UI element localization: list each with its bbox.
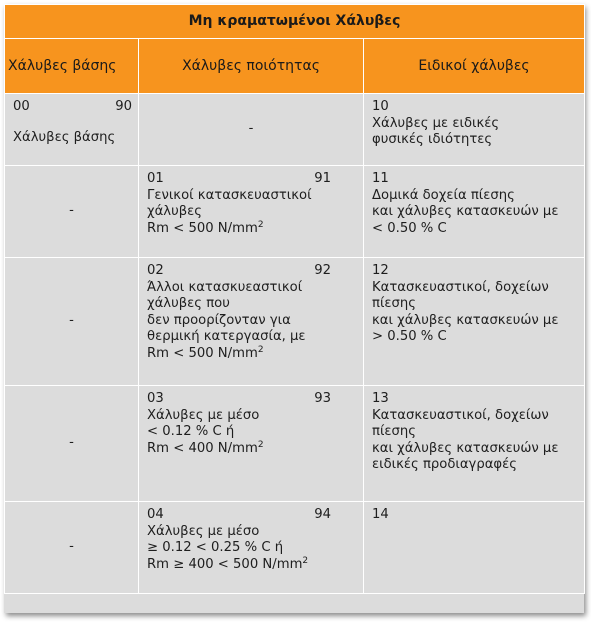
special-text: ειδικές προδιαγραφές (372, 457, 517, 472)
cell-special-14 (364, 502, 585, 594)
rm-text: Rm < 400 N/mm (147, 440, 258, 456)
special-code-14: 14 (372, 507, 389, 522)
special-text: < 0.50 % C (372, 220, 447, 236)
quality-text: δεν προορίζονταν για (147, 312, 291, 328)
quality-code-92: 92 (314, 263, 331, 278)
cell-base-empty: - (5, 166, 139, 258)
quality-code-94: 94 (314, 507, 331, 522)
header-base-steels: Χάλυβες βάσης (5, 39, 139, 94)
quality-rm (147, 557, 357, 574)
special-text: Χάλυβες με ειδικές (372, 115, 500, 131)
quality-rm (147, 221, 357, 238)
quality-text: Χάλυβες με μέσο (147, 407, 260, 423)
table-header-row (5, 39, 585, 94)
cell-quality-empty: - (139, 94, 364, 166)
base-code-90: 90 (115, 99, 132, 114)
special-code-13: 13 (372, 391, 389, 406)
quality-text: χάλυβες που (147, 296, 230, 311)
special-text: πίεσης (372, 424, 416, 439)
quality-text: Γενικοί κατασκευαστικοί (147, 187, 312, 203)
cell-quality-02 (139, 258, 364, 386)
special-text: Κατασκευαστικοί, δοχείων (372, 407, 549, 423)
special-text: φυσικές ιδιότητες (372, 132, 493, 147)
table-row (5, 502, 585, 594)
base-label: Χάλυβες βάσης (13, 129, 116, 145)
rm-text: Rm < 500 N/mm (147, 220, 258, 236)
quality-code-03: 03 (147, 391, 164, 406)
special-text: και χάλυβες κατασκευών με (372, 440, 559, 456)
quality-text: Χάλυβες με μέσο (147, 523, 260, 539)
quality-text: Άλλοι κατασκυεαστικοί (147, 279, 303, 295)
table-row (5, 386, 585, 502)
cell-special-10 (364, 94, 585, 166)
header-quality-steels: Χάλυβες ποιότητας (139, 39, 364, 94)
cell-quality-04 (139, 502, 364, 594)
quality-code-02: 02 (147, 263, 164, 278)
quality-text: < 0.12 % C ή (147, 424, 235, 439)
rm-exponent: 2 (257, 219, 264, 230)
steel-classification-table-frame (4, 4, 584, 613)
table-title-row (5, 5, 585, 39)
rm-text: Rm < 500 N/mm (147, 345, 258, 361)
quality-text: χάλυβες (147, 204, 203, 219)
quality-rm (147, 346, 357, 363)
table-row (5, 166, 585, 258)
cell-base-empty: - (5, 386, 139, 502)
rm-exponent: 2 (257, 439, 264, 450)
special-text: και χάλυβες κατασκευών με (372, 204, 559, 219)
special-code-11: 11 (372, 171, 389, 186)
cell-special-13 (364, 386, 585, 502)
header-special-steels: Ειδικοί χάλυβες (364, 39, 585, 94)
cell-base-empty: - (5, 258, 139, 386)
quality-text: θερμική κατεργασία, με (147, 329, 306, 344)
quality-code-01: 01 (147, 171, 164, 186)
special-text: Δομικά δοχεία πίεσης (372, 187, 515, 203)
special-code-10: 10 (372, 99, 389, 114)
base-code-00: 00 (13, 99, 30, 114)
table-row (5, 258, 585, 386)
quality-code-91: 91 (314, 171, 331, 186)
rm-exponent: 2 (257, 344, 264, 355)
quality-rm (147, 441, 357, 458)
cell-base-empty: - (5, 502, 139, 594)
special-text: Κατασκευαστικοί, δοχείων (372, 279, 549, 295)
special-text: και χάλυβες κατασκευών με (372, 312, 559, 328)
cell-quality-01 (139, 166, 364, 258)
cell-special-12 (364, 258, 585, 386)
special-text: πίεσης (372, 296, 416, 311)
rm-exponent: 2 (302, 555, 309, 566)
steel-classification-table (4, 4, 585, 594)
quality-code-93: 93 (314, 391, 331, 406)
quality-text: ≥ 0.12 < 0.25 % C ή (147, 540, 284, 555)
cell-special-11 (364, 166, 585, 258)
special-code-12: 12 (372, 263, 389, 278)
rm-text: Rm ≥ 400 < 500 N/mm (147, 556, 303, 572)
cell-quality-03 (139, 386, 364, 502)
quality-code-04: 04 (147, 507, 164, 522)
cell-base-steels (5, 94, 139, 166)
table-title: Μη κραματωμένοι Χάλυβες (5, 5, 585, 39)
table-row (5, 94, 585, 166)
special-text: > 0.50 % C (372, 329, 447, 344)
